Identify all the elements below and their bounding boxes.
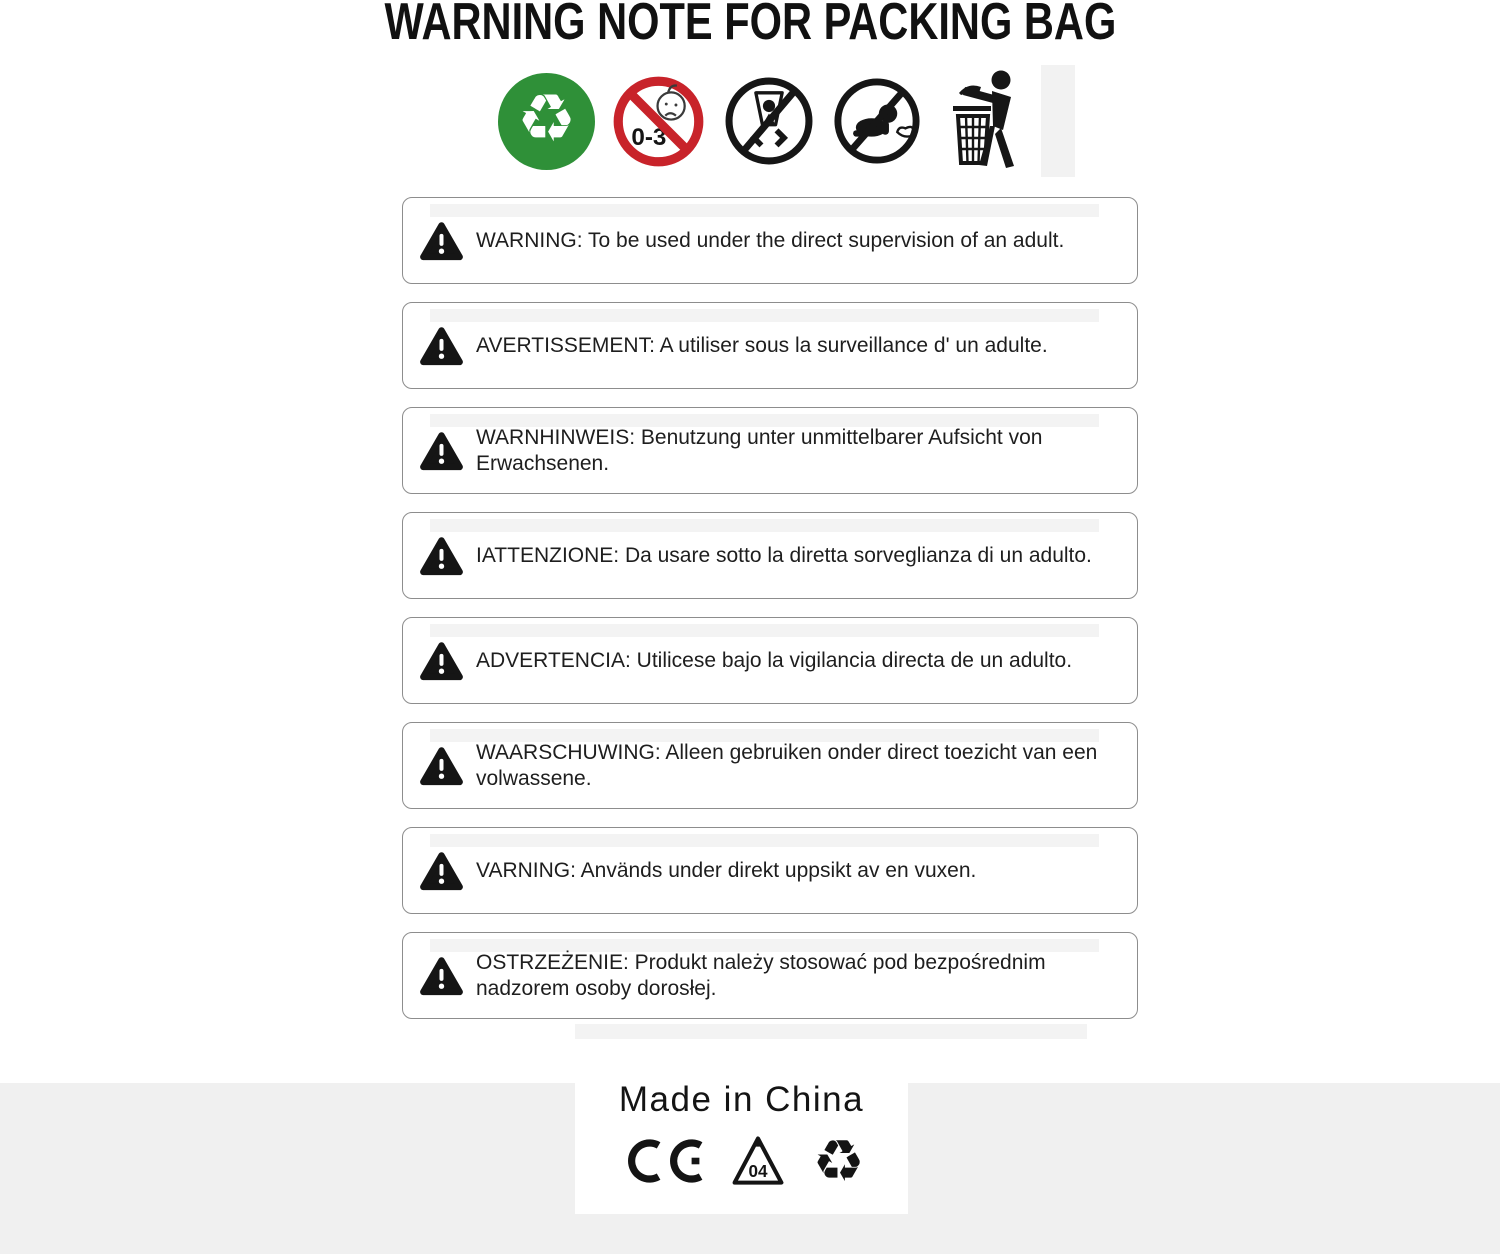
scan-artifact-strip-bottom — [575, 1024, 1087, 1039]
warning-box-french — [402, 302, 1138, 389]
keep-away-from-babies-icon — [831, 75, 923, 167]
warning-box-italian — [402, 512, 1138, 599]
resin-code-label: 04 — [747, 1162, 768, 1182]
warning-text: WAARSCHUWING: Alleen gebruiken onder direct toezicht van een volwassene. — [476, 740, 1098, 790]
made-in-china-text: Made in China — [618, 1080, 865, 1119]
resin-code-04-icon — [731, 1132, 785, 1190]
warning-text: OSTRZEŻENIE: Produkt należy stosować pod bezpośrednim nadzorem osoby dorosłej. — [476, 950, 1046, 1000]
warning-triangle-icon — [419, 325, 464, 366]
tidy-man-disposal-icon — [948, 68, 1022, 174]
safety-icons-row — [498, 63, 1075, 179]
warning-box-polish — [402, 932, 1138, 1019]
suffocation-hazard-icon — [722, 74, 816, 168]
recycling-glyph: ♻ — [516, 80, 577, 157]
warning-triangle-icon — [419, 430, 464, 471]
warning-text: IATTENZIONE: Da usare sotto la diretta sorveglianza di un adulto. — [476, 543, 1092, 567]
warning-box-english — [402, 197, 1138, 284]
warning-text: WARNING: To be used under the direct supervision of an adult. — [476, 228, 1065, 252]
age-range-label: 0-3 — [631, 123, 667, 151]
warning-box-german — [402, 407, 1138, 494]
page-title: WARNING NOTE FOR PACKING BAG — [384, 0, 1116, 51]
warning-box-dutch — [402, 722, 1138, 809]
warnings-list — [402, 197, 1138, 1037]
recycling-symbol-icon: ♻ — [812, 1127, 865, 1195]
ce-mark-icon — [619, 1137, 703, 1185]
warning-box-swedish — [402, 827, 1138, 914]
warning-text: WARNHINWEIS: Benutzung unter unmittelbarer Aufsicht von Erwachsenen. — [476, 425, 1043, 475]
warning-triangle-icon — [419, 955, 464, 996]
warning-text: AVERTISSEMENT: A utiliser sous la surveillance d' un adulte. — [476, 333, 1048, 357]
age-0-3-prohibition-icon — [610, 73, 707, 170]
warning-text: VARNING: Används under direkt uppsikt av en vuxen. — [476, 858, 977, 882]
warning-text: ADVERTENCIA: Utilicese bajo la vigilancia directa de un adulto. — [476, 648, 1073, 672]
warning-box-spanish — [402, 617, 1138, 704]
scan-artifact-strip-top — [1041, 65, 1075, 177]
warning-triangle-icon — [419, 220, 464, 261]
made-in-china-card — [575, 1056, 908, 1214]
recycling-icon — [498, 73, 595, 170]
compliance-marks-row — [619, 1127, 865, 1195]
warning-triangle-icon — [419, 535, 464, 576]
warning-triangle-icon — [419, 850, 464, 891]
warning-triangle-icon — [419, 640, 464, 681]
warning-triangle-icon — [419, 745, 464, 786]
